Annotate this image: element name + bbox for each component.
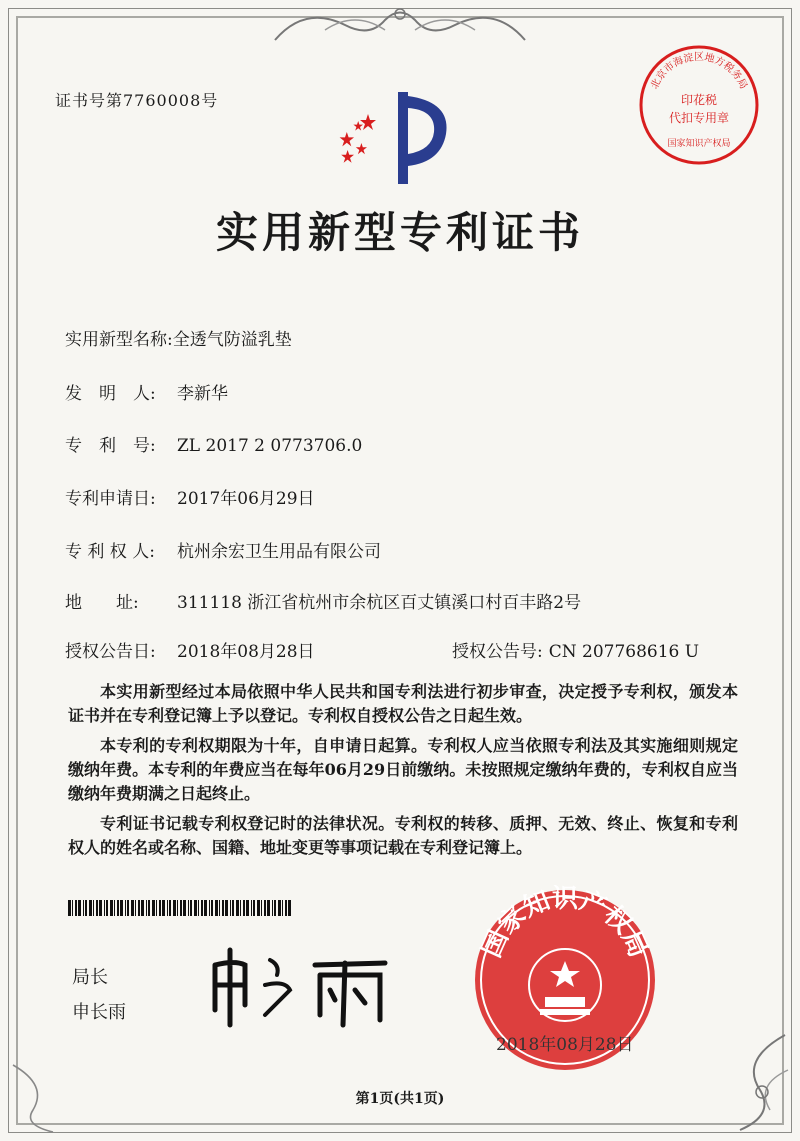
barcode-bar: [106, 900, 108, 916]
barcode-bar: [99, 900, 102, 916]
certificate-title: 实用新型专利证书: [215, 208, 584, 257]
field-label: 发 明 人:: [65, 384, 156, 404]
field-value: ZL 2017 2 0773706.0: [177, 436, 363, 456]
barcode-bar: [117, 900, 119, 916]
field-value: 全透气防溢乳垫: [172, 330, 292, 350]
director-name: 申长雨: [72, 1002, 126, 1023]
field-value: 2017年06月29日: [177, 489, 315, 509]
field-grant-publication-number: [452, 637, 699, 662]
field-value: 2018年08月28日: [177, 642, 315, 662]
certificate-body: [68, 680, 738, 860]
barcode-bar: [141, 900, 144, 916]
field-patentee: [65, 537, 381, 562]
barcode: [68, 900, 292, 916]
barcode-bar: [120, 900, 123, 916]
field-label: 授权公告日:: [65, 642, 156, 662]
barcode-bar: [204, 900, 207, 916]
barcode-bar: [104, 900, 105, 916]
barcode-bar: [156, 900, 157, 916]
body-paragraph-2: 本专利的专利权期限为十年，自申请日起算。专利权人应当依照专利法及其实施细则规定缴纳年费。本专利的年费应当在每年06月29日前缴纳。未按照规定缴纳年费的，专利权自应当缴纳年费期满之日起终止。: [68, 736, 738, 803]
barcode-bar: [173, 900, 176, 916]
bottom-right-ornament: [700, 1030, 795, 1135]
barcode-bar: [272, 900, 273, 916]
field-value: 李新华: [177, 384, 228, 404]
barcode-bar: [152, 900, 155, 916]
field-label: 专 利 号:: [65, 436, 156, 456]
svg-text:国家知识产权局: 国家知识产权局: [476, 885, 654, 963]
barcode-bar: [93, 900, 94, 916]
barcode-bar: [183, 900, 186, 916]
barcode-bar: [114, 900, 115, 916]
barcode-bar: [240, 900, 241, 916]
page-number: 第1页(共1页): [355, 1091, 445, 1107]
barcode-bar: [177, 900, 178, 916]
barcode-bar: [267, 900, 270, 916]
field-patent-number: [65, 431, 362, 456]
field-label: 专 利 权 人:: [65, 542, 155, 562]
barcode-bar: [225, 900, 228, 916]
field-inventor: [65, 379, 228, 404]
top-ornament: [265, 0, 535, 50]
certificate-number: 证书号第7760008号: [55, 91, 219, 110]
barcode-bar: [243, 900, 245, 916]
barcode-bar: [230, 900, 231, 916]
svg-text:代扣专用章: 代扣专用章: [668, 111, 730, 125]
barcode-bar: [264, 900, 266, 916]
field-value: 杭州余宏卫生用品有限公司: [177, 542, 381, 562]
field-label: 授权公告号:: [452, 642, 543, 662]
barcode-bar: [110, 900, 113, 916]
barcode-bar: [236, 900, 239, 916]
barcode-bar: [253, 900, 255, 916]
field-utility-model-name: [65, 325, 292, 350]
barcode-bar: [257, 900, 260, 916]
barcode-bar: [251, 900, 252, 916]
barcode-bar: [83, 900, 84, 916]
body-paragraph-1: 本实用新型经过本局依照中华人民共和国专利法进行初步审查，决定授予专利权，颁发本证书并在专利登记簿上予以登记。专利权自授权公告之日起生效。: [68, 682, 738, 725]
barcode-bar: [138, 900, 140, 916]
tax-stamp-seal: [636, 42, 762, 168]
barcode-bar: [282, 900, 283, 916]
barcode-bar: [89, 900, 92, 916]
barcode-bar: [162, 900, 165, 916]
patent-office-emblem: [326, 84, 466, 194]
seal-date: 2018年08月28日: [496, 1035, 634, 1055]
barcode-bar: [131, 900, 134, 916]
field-value: 311118 浙江省杭州市余杭区百丈镇溪口村百丰路2号: [177, 593, 582, 613]
barcode-bar: [261, 900, 262, 916]
director-title: 局长: [72, 967, 108, 988]
svg-text:北京市海淀区地方税务局: 北京市海淀区地方税务局: [649, 51, 749, 91]
field-value: CN 207768616 U: [548, 642, 700, 662]
barcode-bar: [246, 900, 249, 916]
director-signature: [205, 935, 405, 1035]
field-label: 专利申请日:: [65, 489, 156, 509]
barcode-bar: [167, 900, 168, 916]
barcode-bar: [288, 900, 291, 916]
barcode-bar: [211, 900, 213, 916]
field-grant-date: [65, 637, 315, 662]
barcode-bar: [278, 900, 281, 916]
barcode-bar: [209, 900, 210, 916]
field-label: 地 址:: [65, 593, 139, 613]
barcode-bar: [190, 900, 192, 916]
barcode-bar: [188, 900, 189, 916]
barcode-bar: [146, 900, 147, 916]
field-label: 实用新型名称:: [65, 330, 173, 350]
barcode-bar: [194, 900, 197, 916]
barcode-bar: [68, 900, 71, 916]
barcode-bar: [85, 900, 87, 916]
field-filing-date: [65, 484, 315, 509]
barcode-bar: [127, 900, 129, 916]
svg-text:国家知识产权局: 国家知识产权局: [667, 139, 731, 149]
barcode-bar: [72, 900, 73, 916]
barcode-bar: [274, 900, 276, 916]
barcode-bar: [232, 900, 234, 916]
barcode-bar: [125, 900, 126, 916]
barcode-bar: [180, 900, 182, 916]
field-address: [65, 588, 581, 613]
barcode-bar: [285, 900, 287, 916]
barcode-bar: [201, 900, 203, 916]
svg-text:印花税: 印花税: [680, 93, 718, 107]
barcode-bar: [215, 900, 218, 916]
barcode-bar: [222, 900, 224, 916]
barcode-bar: [135, 900, 136, 916]
barcode-bar: [169, 900, 171, 916]
barcode-bar: [78, 900, 81, 916]
barcode-bar: [96, 900, 98, 916]
body-paragraph-3: 专利证书记载专利权登记时的法律状况。专利权的转移、质押、无效、终止、恢复和专利权人的姓名或名称、国籍、地址变更等事项记载在专利登记簿上。: [68, 814, 738, 857]
barcode-bar: [198, 900, 199, 916]
barcode-bar: [159, 900, 161, 916]
barcode-bar: [75, 900, 77, 916]
barcode-bar: [219, 900, 220, 916]
barcode-bar: [148, 900, 150, 916]
